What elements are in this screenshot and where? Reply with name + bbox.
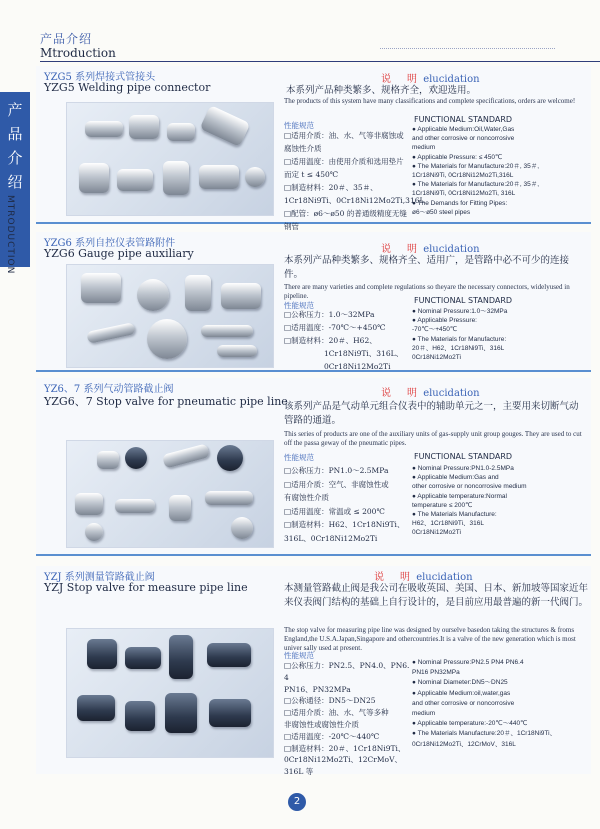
desc-text-en: The stop valve for measuring pipe line was designed by ourselve basedon taking the structures & froms England,the U.S.A.Japan,Singapore and othercountries.It is a valve of the new generation which is most univer sally used at present. bbox=[284, 626, 576, 652]
fitting-image bbox=[185, 275, 211, 311]
spec-line: 0Cr18Ni12Mo2Ti bbox=[324, 362, 391, 371]
spec-line: □制造材料：20＃、1Cr18Ni9Ti、 bbox=[284, 743, 406, 753]
fs-line: ● Applicable Medium:oil,water,gas bbox=[412, 689, 511, 697]
spec-line: PN16、PN32MPa bbox=[284, 684, 351, 694]
section-yz6-7 bbox=[36, 378, 591, 556]
spec-line: □适用温度：由使用介质和选用垫片 bbox=[284, 157, 404, 166]
desc-heading-cn: 说 明 bbox=[381, 74, 420, 85]
spec-line: □公称压力：PN1.0～2.5MPa bbox=[284, 466, 389, 475]
product-photo bbox=[66, 264, 274, 368]
spec-line: □适用介质：空气、非腐蚀性或 bbox=[284, 479, 389, 489]
fitting-image bbox=[85, 121, 123, 137]
page-header bbox=[0, 0, 600, 62]
desc-text-en: This series of products are one of the auxiliary units of gas-supply unit group gouges. They are used to cut off the passa geway of the pneumatic pipes. bbox=[284, 430, 582, 447]
fs-line: ● Nominal Pressure:PN1.0-2.5MPa bbox=[412, 465, 514, 472]
fitting-image bbox=[200, 105, 251, 147]
fitting-image bbox=[163, 161, 189, 195]
sidebar-char: 绍 bbox=[7, 173, 23, 191]
desc-text-cn: 本系列产品种类繁多、规格齐全、适用广，是管路中必不可少的连接件。 bbox=[284, 255, 570, 280]
fs-list bbox=[412, 125, 590, 217]
spec-line: □公称压力：1.0～32MPa bbox=[284, 310, 375, 319]
fitting-image bbox=[201, 325, 253, 337]
product-photo bbox=[66, 102, 274, 216]
fs-line: ● The Materials Manufacture: bbox=[412, 511, 497, 519]
fs-line: ● The Materials for Manufacture:20＃, 35＃, bbox=[412, 162, 540, 170]
spec-line: 钢管 bbox=[284, 222, 299, 231]
fs-line: medium bbox=[412, 144, 436, 152]
fs-heading: FUNCTIONAL STANDARD bbox=[414, 115, 513, 124]
fitting-image bbox=[86, 322, 135, 344]
fitting-image bbox=[245, 167, 265, 187]
fs-line: 1Cr18Ni9Ti, 0Cr18Ni12Mo2Ti,316L bbox=[412, 172, 514, 180]
spec-heading: 性能规范 bbox=[284, 651, 314, 660]
spec-heading: 性能规范 bbox=[284, 301, 314, 310]
spec-list bbox=[284, 308, 409, 373]
spec-list bbox=[284, 464, 409, 545]
fs-line: ø6～ø50 steel pipes bbox=[412, 208, 471, 216]
desc-heading bbox=[374, 568, 473, 583]
section-title-en: YZG6、7 Stop valve for pneumatic pipe line bbox=[44, 395, 288, 408]
spec-line: □适用介质：油、水、气等非腐蚀或 bbox=[284, 131, 404, 140]
desc-heading-cn: 说 明 bbox=[381, 388, 420, 399]
section-title-cn: YZ6、7 系列气动管路截止阀 bbox=[44, 384, 174, 395]
valve-image bbox=[209, 699, 251, 727]
section-yzg5 bbox=[36, 66, 591, 231]
valve-image bbox=[231, 517, 253, 539]
valve-image bbox=[85, 523, 103, 541]
header-title-en: Mtroduction bbox=[40, 46, 116, 60]
fs-line: 20＃、H62、1Cr18Ni9Ti、316L bbox=[412, 344, 505, 352]
valve-image bbox=[87, 639, 117, 669]
fitting-image bbox=[147, 319, 187, 359]
desc-text-cn: 该系列产品是气动单元组合仪表中的辅助单元之一，主要用来切断气动管路的通道。 bbox=[284, 401, 579, 426]
section-yzj bbox=[36, 566, 591, 777]
sidebar-char: 介 bbox=[7, 149, 23, 167]
desc-heading bbox=[381, 70, 480, 85]
spec-line: □适用温度：常温或 ≤ 200℃ bbox=[284, 506, 385, 516]
valve-image bbox=[165, 693, 197, 733]
desc-heading-en: elucidation bbox=[423, 74, 480, 85]
valve-image bbox=[125, 647, 161, 669]
fs-line: 0Cr18Ni12Mo2Ti bbox=[412, 529, 461, 537]
section-title-en: YZG6 Gauge pipe auxiliary bbox=[44, 247, 194, 260]
desc-heading bbox=[381, 240, 480, 255]
fs-line: PN16 PN32MPa bbox=[412, 669, 460, 677]
spec-line: 腐蚀性介质 bbox=[284, 144, 322, 153]
fs-line: ● Applicable Pressure: ≤ 450℃ bbox=[412, 153, 503, 161]
header-dotted-rule bbox=[380, 48, 555, 49]
fs-line: 0Cr18Ni12Mo2Ti、12CrMoV、316L bbox=[412, 740, 516, 748]
fs-line: 0Cr18Ni12Mo2Ti bbox=[412, 354, 461, 362]
section-title-en: YZJ Stop valve for measure pipe line bbox=[44, 581, 248, 594]
fs-list bbox=[412, 658, 590, 750]
fitting-image bbox=[199, 165, 239, 189]
spec-line: □公称压力：PN2.5、PN4.0、PN6. bbox=[284, 661, 410, 670]
spec-line: 非腐蚀性或腐蚀性介质 bbox=[284, 719, 359, 729]
fs-list bbox=[412, 464, 590, 538]
fs-line: ● Applicable Medium:Gas and bbox=[412, 474, 499, 482]
desc-heading-en: elucidation bbox=[423, 244, 480, 255]
fs-line: ● Applicable Medium:Oil,Water,Gas bbox=[412, 126, 515, 133]
spec-line: 1Cr18Ni9Ti、0Cr18Ni12Mo2Ti,316L bbox=[284, 196, 425, 205]
fs-line: H62、1Cr18Ni9Ti、316L bbox=[412, 520, 485, 528]
section-title-en: YZG5 Welding pipe connector bbox=[44, 81, 211, 94]
spec-line: □适用温度：-20℃～440℃ bbox=[284, 731, 380, 741]
sidebar-label-cn bbox=[7, 98, 23, 194]
spec-line: □适用介质：油、水、气等多种 bbox=[284, 708, 389, 718]
fitting-image bbox=[129, 115, 159, 139]
desc-text-cn: 本系列产品种类繁多、规格齐全，欢迎选用。 bbox=[286, 85, 477, 96]
desc-text-en: There are many varieties and complete regulations so theyare the necessary connectors, widelyused in pipeline. bbox=[284, 283, 570, 300]
valve-image bbox=[217, 445, 243, 471]
valve-image bbox=[125, 447, 147, 469]
spec-heading: 性能规范 bbox=[284, 121, 314, 130]
section-title-cn: YZG6 系列自控仪表管路附件 bbox=[44, 238, 176, 249]
spec-line: 有腐蚀性介质 bbox=[284, 493, 329, 502]
fs-list bbox=[412, 307, 590, 362]
header-rule bbox=[40, 61, 600, 62]
spec-line: □配管：ø6～ø50 的普通级精度无缝 bbox=[284, 209, 407, 218]
desc-heading-cn: 说 明 bbox=[374, 572, 413, 583]
fs-line: and other corrosive or noncorrosive bbox=[412, 135, 515, 143]
spec-line: 316L、0Cr18Ni12Mo2Ti bbox=[284, 533, 378, 543]
fitting-image bbox=[167, 123, 195, 141]
product-photo bbox=[66, 628, 274, 758]
fitting-image bbox=[221, 283, 261, 309]
valve-image bbox=[169, 635, 193, 679]
fitting-image bbox=[79, 163, 109, 193]
desc-heading-en: elucidation bbox=[423, 388, 480, 399]
header-title-cn: 产品介绍 bbox=[40, 32, 93, 46]
valve-image bbox=[125, 701, 155, 731]
fs-line: ● Nominal Pressure:1.0～32MPa bbox=[412, 308, 508, 315]
fitting-image bbox=[217, 345, 257, 357]
spec-line: 0Cr18Ni12Mo2Ti、12CrMoV、 bbox=[284, 755, 402, 765]
spec-line: □公称通径：DN5～DN25 bbox=[284, 696, 376, 706]
fs-line: -70℃～+450℃ bbox=[412, 326, 458, 334]
fs-line: ● Nominal Diameter:DN5～DN25 bbox=[412, 679, 508, 687]
fs-line: ● The Materials for Manufacture: bbox=[412, 335, 507, 343]
fitting-image bbox=[81, 273, 121, 303]
spec-line: □制造材料：H62、1Cr18Ni9Ti、 bbox=[284, 520, 405, 529]
spec-list bbox=[284, 660, 409, 778]
spec-line: 而定 t ≤ 450℃ bbox=[284, 170, 339, 179]
valve-image bbox=[162, 443, 210, 468]
desc-heading-cn: 说 明 bbox=[381, 244, 420, 255]
desc-text-cn: 本测量管路截止阀是我公司在吸收英国、美国、日本、新加坡等国家近年来仪表阀门结构的基础上自行设计的，是目前应用最普遍的新一代阀门。 bbox=[284, 583, 589, 608]
sidebar-char: 品 bbox=[7, 125, 23, 143]
valve-image bbox=[77, 695, 115, 721]
desc-text-en: The products of this system have many classifications and complete specifications, orders are welcome! bbox=[284, 97, 576, 105]
fs-line: other corrosive or noncorrosive medium bbox=[412, 483, 527, 491]
section-title-cn: YZG5 系列焊接式管接头 bbox=[44, 72, 156, 83]
desc-heading-en: elucidation bbox=[416, 572, 473, 583]
fs-line: ● The Materials for Manufacture:20＃, 35＃, bbox=[412, 181, 540, 189]
desc-heading bbox=[381, 384, 480, 399]
fs-heading: FUNCTIONAL STANDARD bbox=[414, 452, 513, 461]
fitting-image bbox=[117, 169, 153, 191]
spec-line: □制造材料：20＃、35＃、 bbox=[284, 183, 378, 192]
fs-line: ● The Demands for Fitting Pipes: bbox=[412, 199, 508, 207]
fs-heading: FUNCTIONAL STANDARD bbox=[414, 296, 513, 305]
section-yzg6 bbox=[36, 232, 591, 372]
product-photo bbox=[66, 440, 274, 548]
valve-image bbox=[75, 493, 103, 515]
spec-line: □制造材料：20＃、H62、 bbox=[284, 336, 377, 345]
fs-line: 1Cr18Ni9Ti, 0Cr18Ni12Mo2Ti, 316L bbox=[412, 190, 516, 198]
spec-line: 4 bbox=[284, 672, 289, 682]
valve-image bbox=[205, 491, 253, 505]
section-title-cn: YZJ 系列测量管路截止阀 bbox=[44, 572, 155, 583]
fs-line: ● Nominal Pressure:PN2.5 PN4 PN6.4 bbox=[412, 659, 524, 666]
fs-line: and other corrosive or noncorrosive bbox=[412, 699, 515, 707]
spec-line: 316L 等 bbox=[284, 767, 314, 777]
fs-line: ● Applicable temperature:Normal bbox=[412, 492, 507, 500]
valve-image bbox=[115, 499, 155, 513]
fs-line: temperature ≤ 200℃ bbox=[412, 501, 473, 509]
fitting-image bbox=[137, 279, 169, 311]
spec-line: 1Cr18Ni9Ti、316L、 bbox=[324, 349, 404, 358]
spec-heading: 性能规范 bbox=[284, 453, 314, 462]
fs-line: ● Applicable Pressure: bbox=[412, 317, 477, 325]
valve-image bbox=[169, 495, 191, 521]
spec-line: □适用温度：-70℃～+450℃ bbox=[284, 323, 386, 332]
fs-line: medium bbox=[412, 710, 436, 718]
fs-line: ● The Materials Manufacture:20＃、1Cr18Ni9Ti、 bbox=[412, 730, 557, 738]
fs-line: ● Applicable temperature:-20℃～440℃ bbox=[412, 720, 528, 728]
sidebar-label-en: MTRODUCTION bbox=[5, 195, 15, 275]
page-number: 2 bbox=[288, 793, 306, 811]
valve-image bbox=[207, 643, 251, 667]
valve-image bbox=[97, 451, 119, 469]
sidebar-char: 产 bbox=[7, 101, 23, 119]
